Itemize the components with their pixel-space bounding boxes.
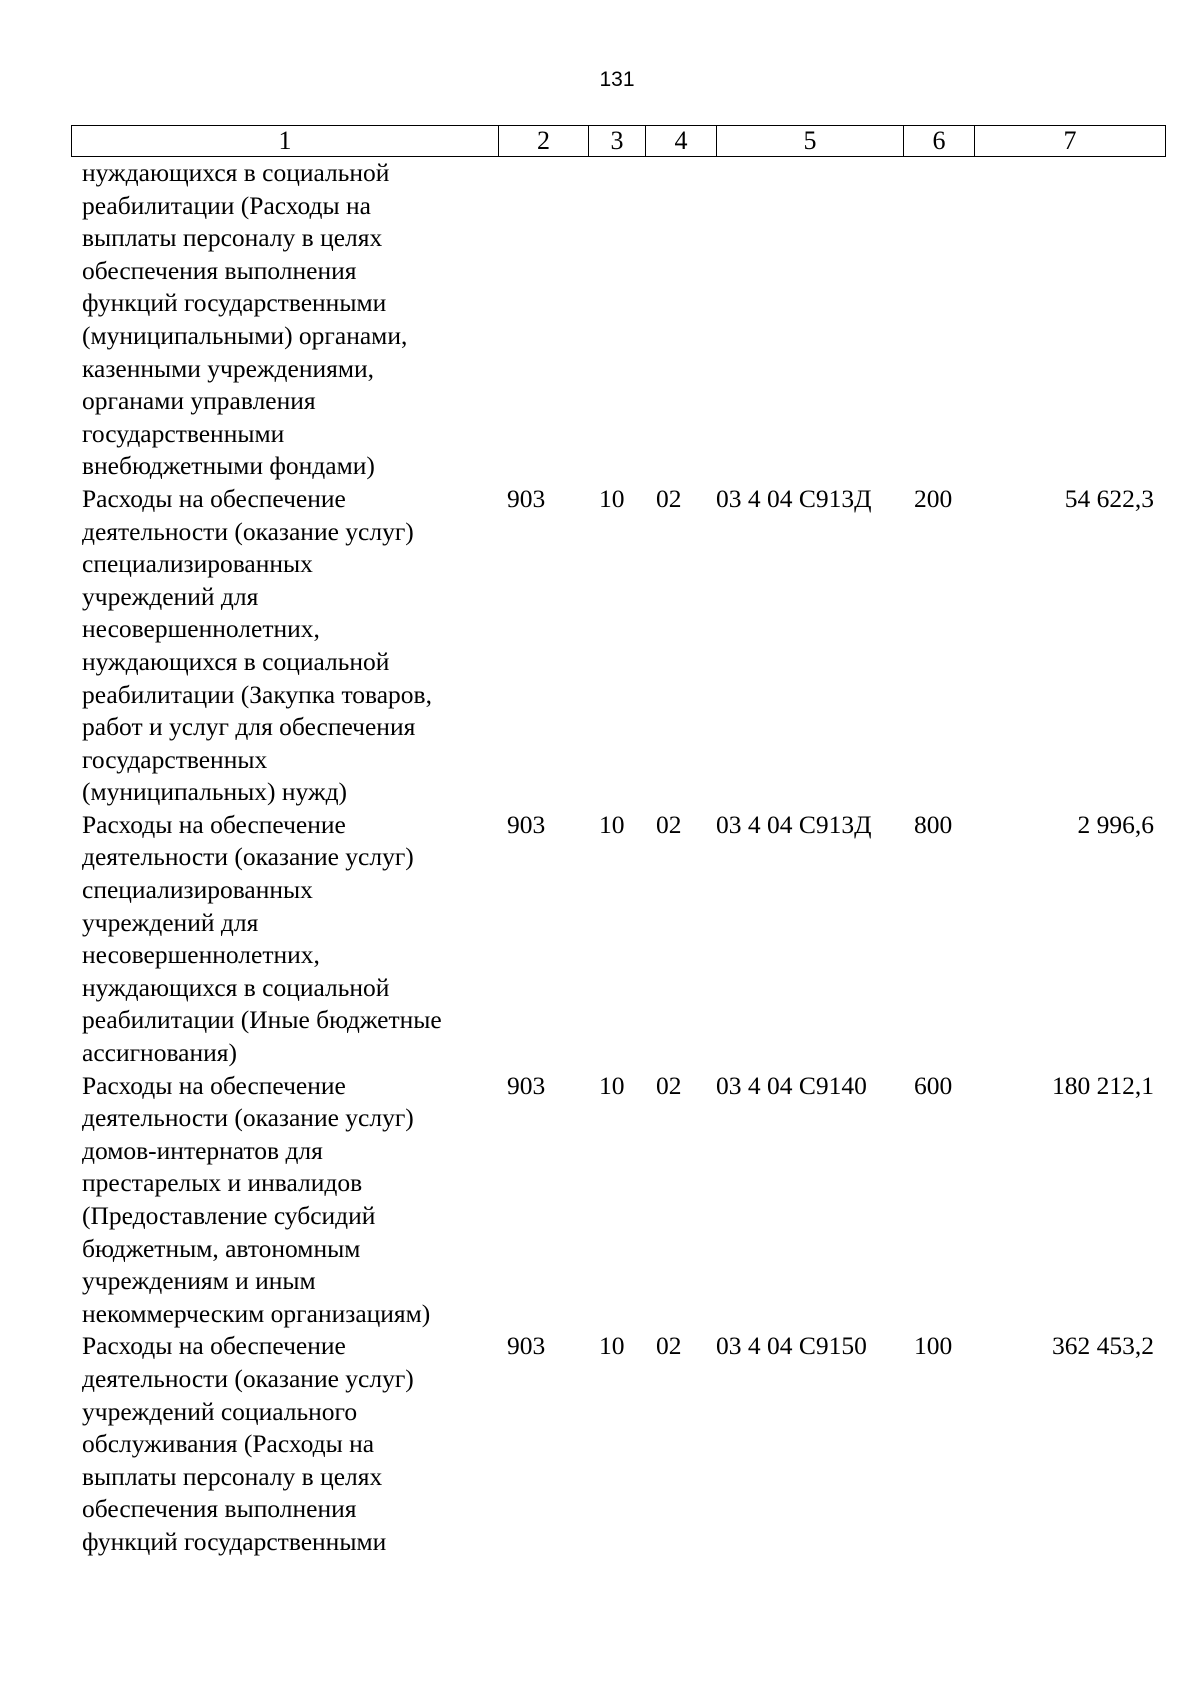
row-description: Расходы на обеспечение деятельности (оказание услуг) специализированных учреждений для несовершеннолетних, нуждающихся в социальной реабилитации (Закупка товаров, работ и услуг для обеспечения государственных (муниципальных) нужд) (82, 483, 432, 807)
table-row (71, 483, 1165, 809)
section-code: 10 (599, 483, 625, 513)
expense-type-code: 100 (914, 1331, 953, 1361)
subsection-code: 02 (656, 1331, 682, 1361)
ministry-code: 903 (507, 1070, 546, 1100)
table-body (71, 157, 1165, 1559)
ministry-code: 903 (507, 809, 546, 839)
header-col-1: 1 (72, 126, 499, 157)
section-code: 10 (599, 809, 625, 839)
table-row (71, 157, 1165, 483)
amount: 180 212,1 (1052, 1070, 1154, 1100)
header-col-5: 5 (717, 126, 904, 157)
section-code: 10 (599, 1070, 625, 1100)
target-article-code: 03 4 04 С913Д (716, 483, 872, 513)
expense-type-code: 200 (914, 483, 953, 513)
ministry-code: 903 (507, 1331, 546, 1361)
target-article-code: 03 4 04 С9150 (716, 1331, 867, 1361)
subsection-code: 02 (656, 1070, 682, 1100)
table-row (71, 1330, 1165, 1558)
header-col-6: 6 (904, 126, 975, 157)
expense-type-code: 800 (914, 809, 953, 839)
row-description: Расходы на обеспечение деятельности (оказание услуг) домов-интернатов для престарелых и инвалидов (Предоставление субсидий бюджетным, автономным учреждениям и иным некоммерческим организациям) (82, 1070, 431, 1328)
subsection-code: 02 (656, 483, 682, 513)
header-col-2: 2 (499, 126, 589, 157)
page-number: 131 (599, 68, 635, 91)
table-row (71, 809, 1165, 1070)
header-col-7: 7 (975, 126, 1166, 157)
target-article-code: 03 4 04 С913Д (716, 809, 872, 839)
amount: 54 622,3 (1064, 483, 1154, 513)
expense-type-code: 600 (914, 1070, 953, 1100)
amount: 2 996,6 (1077, 809, 1154, 839)
header-col-3: 3 (589, 126, 646, 157)
section-code: 10 (599, 1331, 625, 1361)
header-row (72, 126, 1166, 157)
table-header (71, 125, 1166, 157)
row-description: нуждающихся в социальной реабилитации (Расходы на выплаты персоналу в целях обеспечения выполнения функций государственными (муниципальными) органами, казенными учреждениями, органами управления государственными внебюджетными фондами) (82, 158, 408, 481)
header-col-4: 4 (646, 126, 717, 157)
target-article-code: 03 4 04 С9140 (716, 1070, 867, 1100)
row-description: Расходы на обеспечение деятельности (оказание услуг) учреждений социального обслуживания (Расходы на выплаты персоналу в целях обеспечения выполнения функций государственными (82, 1331, 414, 1556)
amount: 362 453,2 (1052, 1331, 1154, 1361)
ministry-code: 903 (507, 483, 546, 513)
row-description: Расходы на обеспечение деятельности (оказание услуг) специализированных учреждений для несовершеннолетних, нуждающихся в социальной реабилитации (Иные бюджетные ассигнования) (82, 809, 442, 1068)
table-row (71, 1070, 1165, 1331)
subsection-code: 02 (656, 809, 682, 839)
